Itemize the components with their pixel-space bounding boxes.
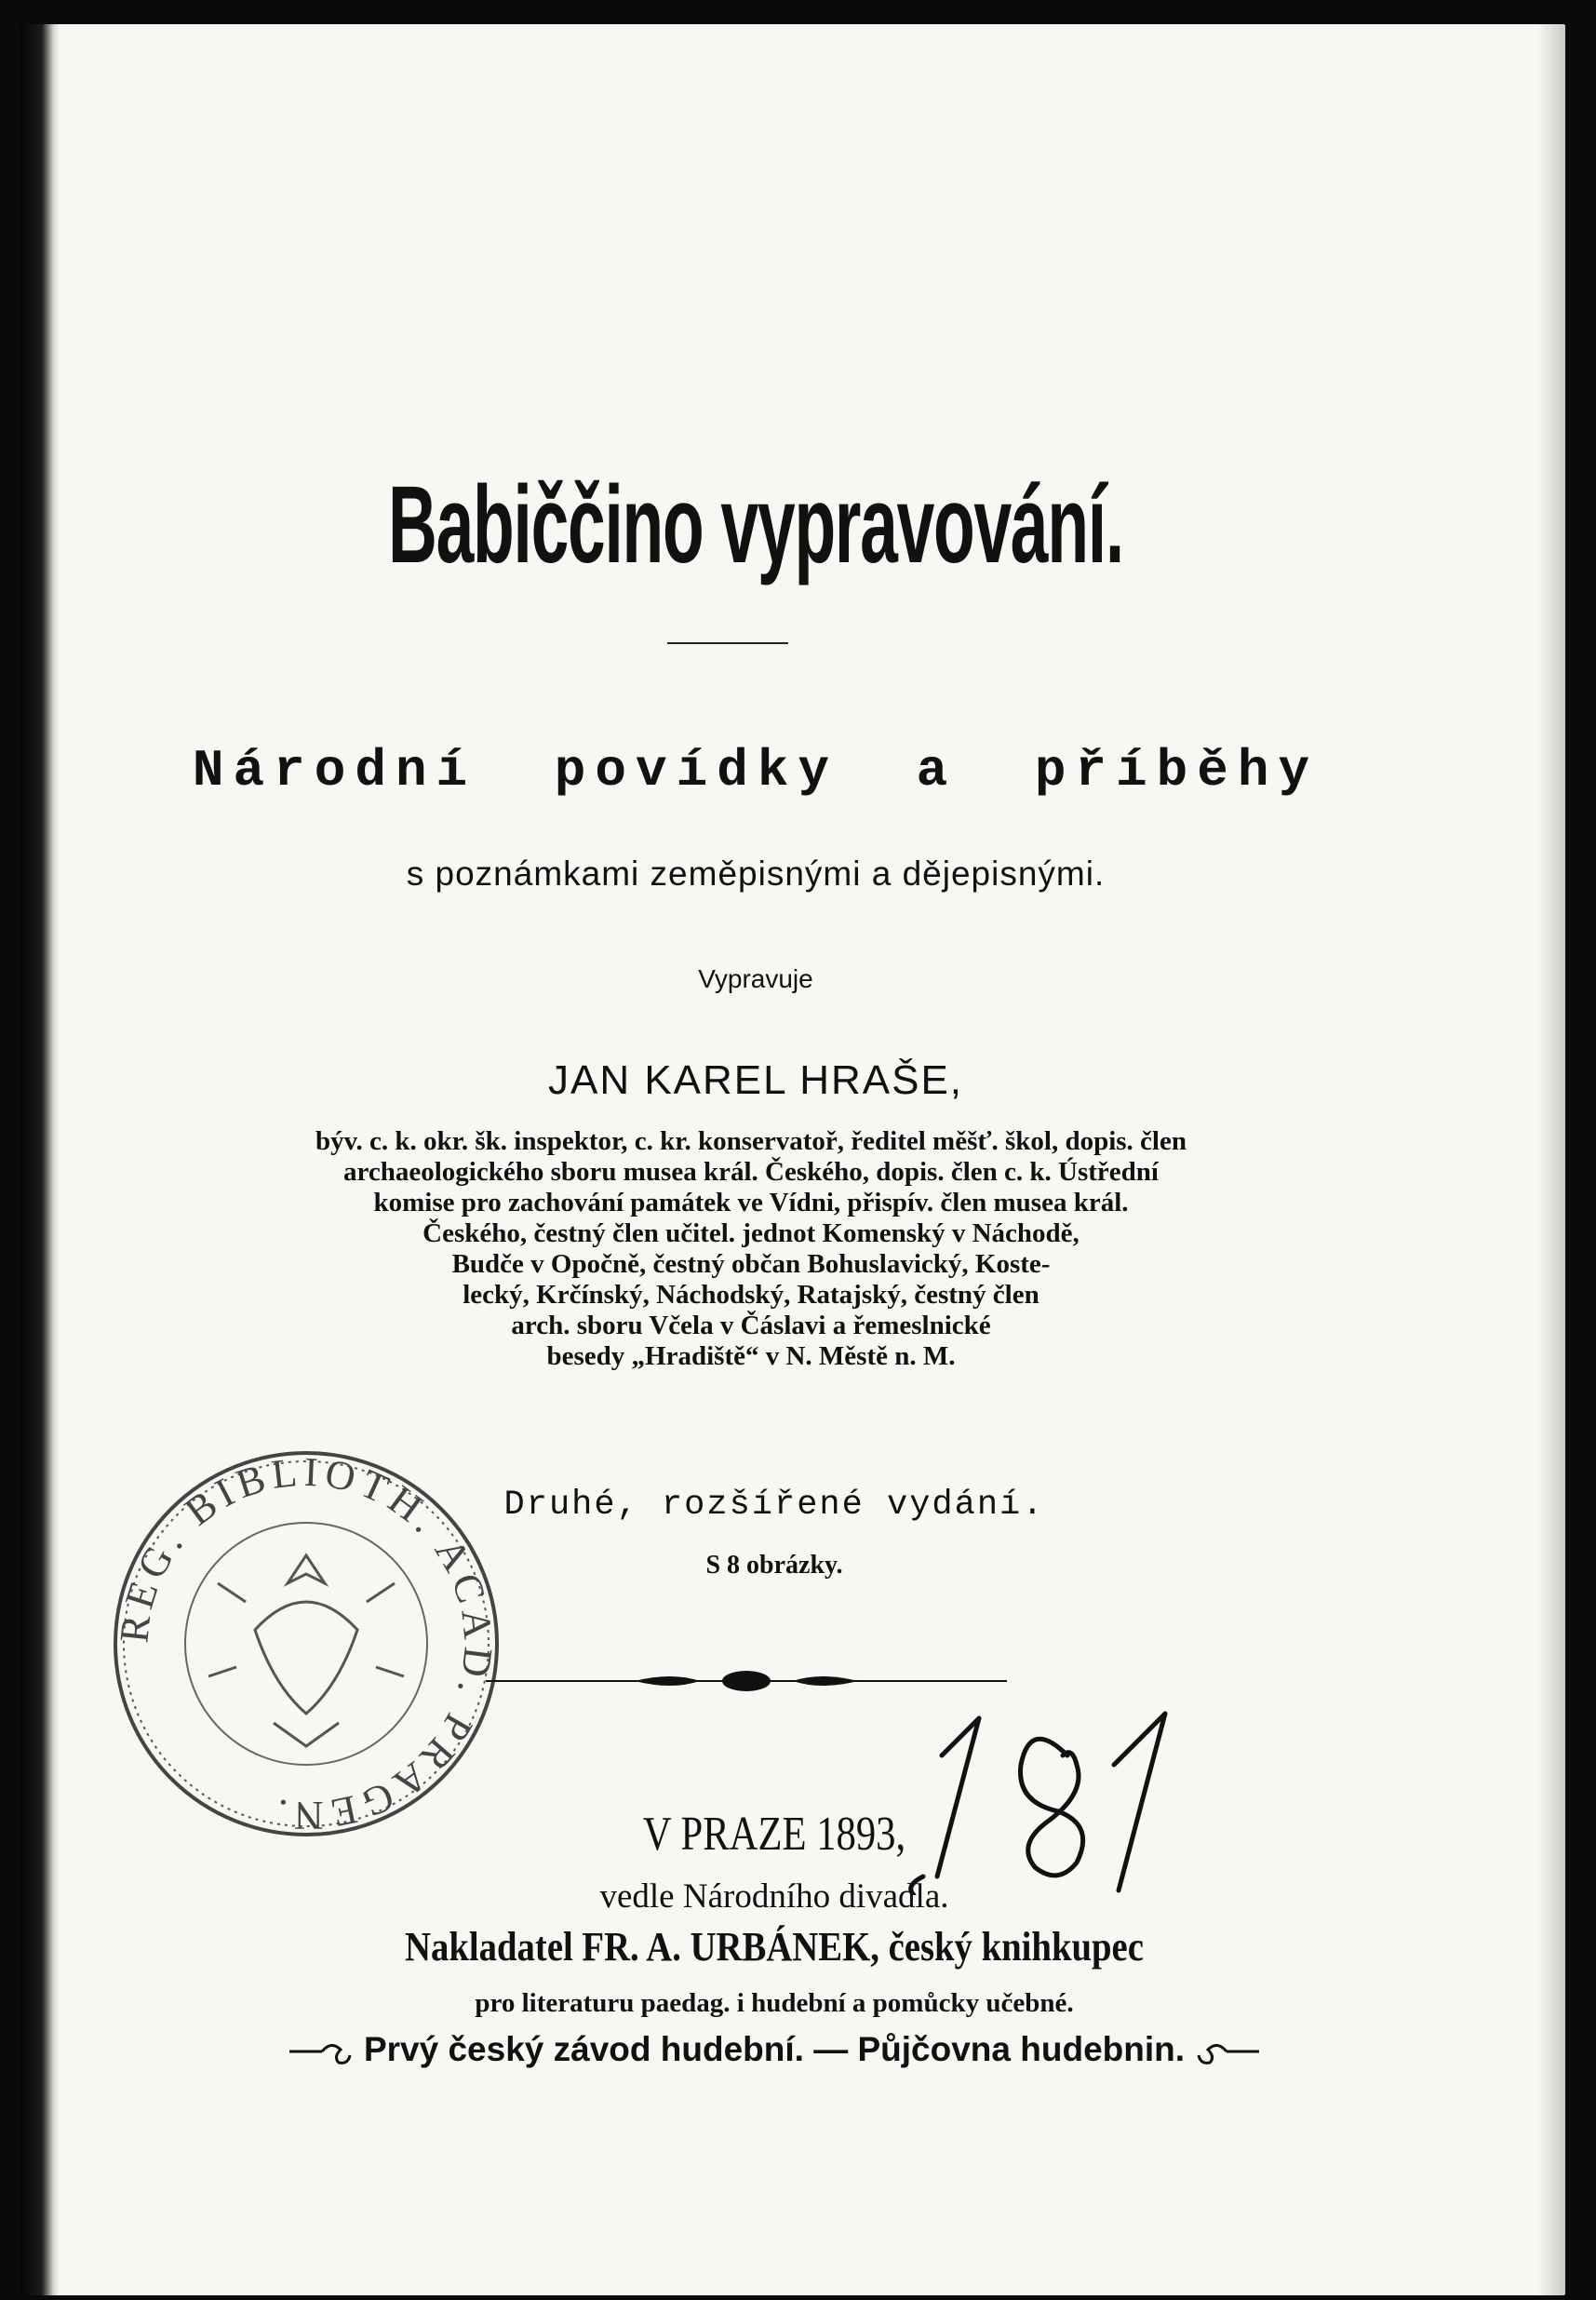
credentials-line: Českého, čestný člen učitel. jednot Komenský v Náchodě, bbox=[422, 1218, 1080, 1248]
credentials-line: Budče v Opočně, čestný občan Bohuslavický, Koste- bbox=[451, 1249, 1051, 1279]
page-shadow bbox=[1537, 24, 1565, 2295]
publisher-name: Nakladatel FR. A. URBÁNEK, český knihkupec bbox=[405, 1924, 1144, 1970]
credentials-line: komise pro zachování památek ve Vídni, přispív. člen musea král. bbox=[373, 1188, 1129, 1217]
narrated-by: Vypravuje bbox=[698, 964, 813, 993]
handwritten-number bbox=[905, 1690, 1202, 1895]
publisher-shop-text: Prvý český závod hudební. — Půjčovna hudebnin. bbox=[363, 2030, 1186, 2068]
credentials-line: lecký, Krčínský, Náchodský, Ratajský, čestný člen bbox=[463, 1280, 1039, 1310]
book-subsubtitle: s poznámkami zeměpisnými a dějepisnými. bbox=[406, 854, 1106, 893]
author-credentials bbox=[160, 1126, 1342, 1372]
credentials-line: býv. c. k. okr. šk. inspektor, c. kr. konservatoř, ředitel měšť. škol, dopis. člen bbox=[315, 1126, 1187, 1156]
publisher-shop-line bbox=[169, 2030, 1379, 2069]
illustrations-note: S 8 obrázky. bbox=[705, 1551, 843, 1580]
left-scroll-ornament bbox=[289, 2038, 355, 2065]
edition-note: Druhé, rozšířené vydání. bbox=[503, 1486, 1045, 1525]
credentials-line: archaeologického sboru musea král. Českého, dopis. člen c. k. Ústřední bbox=[343, 1157, 1159, 1187]
credentials-line: arch. sboru Včela v Čáslavi a řemeslnické bbox=[511, 1311, 991, 1340]
binding-edge bbox=[20, 24, 60, 2295]
right-scroll-ornament bbox=[1194, 2038, 1259, 2065]
author-name: JAN KAREL HRAŠE, bbox=[547, 1057, 964, 1103]
publisher-location: vedle Národního divadla. bbox=[599, 1877, 949, 1916]
book-title: Babiččino vypravování. bbox=[388, 464, 1123, 586]
title-divider bbox=[667, 642, 788, 644]
stamp-text: REG. BIBLIOTH. ACAD. PRAGEN. bbox=[111, 1448, 502, 1839]
book-subtitle: Národní povídky a příběhy bbox=[192, 741, 1320, 800]
credentials-line: besedy „Hradiště“ v N. Městě n. M. bbox=[546, 1341, 956, 1371]
title-page bbox=[20, 24, 1565, 2295]
publisher-note: pro literaturu paedag. i hudební a pomůcky učebné. bbox=[475, 1988, 1074, 2018]
place-and-year: V PRAZE 1893, bbox=[642, 1808, 906, 1861]
